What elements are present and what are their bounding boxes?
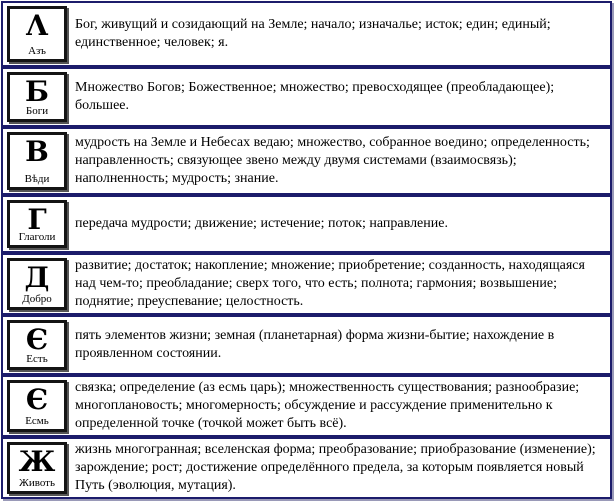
letter-meaning: Бог, живущий и созидающий на Земле; начало; изначалье; исток; един; единый; единственное; человек; я. [75, 17, 551, 50]
letter-name: Есть [26, 353, 48, 365]
letter-glyph: Є [25, 383, 49, 416]
letter-name: Животь [18, 477, 56, 489]
table-row [1, 437, 612, 499]
letter-cell [7, 380, 67, 432]
letter-meaning: жизнь многогранная; вселенская форма; преобразование; приобразование (изменение); зарождение; рост; достижение определённого предела, за которым появляется новый Путь (эволюция, мутация). [75, 442, 596, 493]
letter-cell [7, 6, 67, 62]
letter-name: Есмь [25, 415, 49, 427]
table-row [1, 375, 612, 437]
table-row [1, 67, 612, 127]
letter-cell [7, 442, 67, 494]
letter-glyph: Д [24, 261, 50, 294]
letter-meaning: Множество Богов; Божественное; множество; превосходящее (преобладающее); большее. [75, 80, 555, 113]
letter-meaning: пять элементов жизни; земная (планетарная) форма жизни-бытие; нахождение в проявленном состоянии. [75, 328, 555, 361]
letter-name: Вѣди [24, 173, 50, 185]
table-row [1, 315, 612, 375]
letter-glyph: Λ [26, 9, 48, 42]
letter-meaning: передача мудрости; движение; истечение; поток; направление. [75, 216, 448, 231]
table-row [1, 253, 612, 315]
letter-meaning: связка; определение (аз есмь царь); множественность существования; разнообразие; многоплановость; многомерность; обсуждение и рассуждение применительно к определенной точке (точкой может быть всё). [75, 380, 580, 431]
table-row [1, 195, 612, 253]
table-row [1, 127, 612, 195]
letter-cell [7, 258, 67, 310]
alphabet-table [1, 1, 612, 501]
letter-name: Добро [22, 293, 52, 305]
letter-glyph: Ж [18, 445, 56, 478]
table-row [1, 1, 612, 67]
letter-cell [7, 72, 67, 122]
letter-glyph: Г [27, 203, 47, 236]
letter-name: Глаголи [18, 231, 56, 243]
letter-glyph: Б [25, 75, 49, 108]
letter-glyph: В [25, 135, 49, 168]
letter-meaning: мудрость на Земле и Небесах ведаю; множество, собранное воедино; определенность; направленность; связующее звено между двумя системами (взаимосвязь); наполненность; мудрость; знание. [75, 135, 590, 186]
letter-glyph: Є [25, 323, 49, 356]
letter-name: Азъ [28, 45, 46, 57]
letter-cell [7, 132, 67, 190]
letter-cell [7, 320, 67, 370]
letter-meaning: развитие; достаток; накопление; множение; приобретение; созданность, находящаяся над чем-то; преобладание; сверх того, что есть; полнота; гармония; возвышение; поднятие; преуспевание; целостность. [75, 258, 585, 309]
letter-name: Боги [25, 105, 49, 117]
letter-cell [7, 200, 67, 248]
